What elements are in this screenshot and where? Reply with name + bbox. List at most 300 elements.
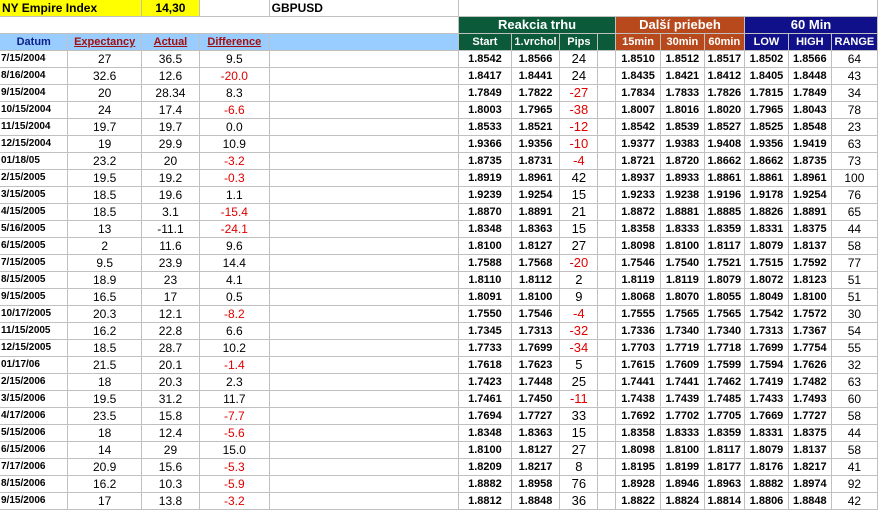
cell-actual[interactable]: 19.6: [141, 187, 199, 204]
cell-high[interactable]: 1.8043: [788, 102, 831, 119]
cell-60min[interactable]: 1.8359: [704, 221, 745, 238]
cell-15min[interactable]: 1.8872: [615, 204, 660, 221]
cell-datum[interactable]: 7/15/2004: [0, 51, 68, 68]
cell-empty[interactable]: [598, 391, 616, 408]
cell-actual[interactable]: 29.9: [141, 136, 199, 153]
cell-60min[interactable]: 1.8814: [704, 493, 745, 510]
cell-empty[interactable]: [598, 170, 616, 187]
cell-datum[interactable]: 9/15/2005: [0, 289, 68, 306]
cell-range[interactable]: 60: [831, 391, 877, 408]
cell-difference[interactable]: -24.1: [199, 221, 269, 238]
cell-range[interactable]: 32: [831, 357, 877, 374]
cell-expectancy[interactable]: 18: [68, 425, 141, 442]
cell-high[interactable]: 1.7849: [788, 85, 831, 102]
cell-expectancy[interactable]: 18: [68, 374, 141, 391]
cell-60min[interactable]: 1.8359: [704, 425, 745, 442]
cell-pips[interactable]: -27: [560, 85, 598, 102]
cell-low[interactable]: 1.8079: [745, 442, 789, 459]
cell-datum[interactable]: 01/17/06: [0, 357, 68, 374]
cell-empty[interactable]: [269, 442, 459, 459]
header-15min[interactable]: 15min: [615, 34, 660, 51]
cell-actual[interactable]: 10.3: [141, 476, 199, 493]
cell-low[interactable]: 1.8502: [745, 51, 789, 68]
cell-high[interactable]: 1.8375: [788, 425, 831, 442]
cell-pips[interactable]: -4: [560, 306, 598, 323]
cell-low[interactable]: 1.7515: [745, 255, 789, 272]
cell-pips[interactable]: 33: [560, 408, 598, 425]
cell-60min[interactable]: 1.7340: [704, 323, 745, 340]
cell-30min[interactable]: 1.8333: [661, 425, 704, 442]
cell-start[interactable]: 1.8919: [459, 170, 511, 187]
cell-empty[interactable]: [598, 306, 616, 323]
cell-15min[interactable]: 1.8098: [615, 238, 660, 255]
cell-pips[interactable]: 21: [560, 204, 598, 221]
cell-pips[interactable]: -20: [560, 255, 598, 272]
cell-60min[interactable]: 1.7599: [704, 357, 745, 374]
header-pips[interactable]: Pips: [560, 34, 598, 51]
cell-expectancy[interactable]: 21.5: [68, 357, 141, 374]
cell-empty[interactable]: [269, 119, 459, 136]
cell-empty[interactable]: [598, 272, 616, 289]
cell-60min[interactable]: 1.8527: [704, 119, 745, 136]
cell-difference[interactable]: 9.5: [199, 51, 269, 68]
cell-first-high[interactable]: 1.7448: [511, 374, 560, 391]
cell-high[interactable]: 1.8974: [788, 476, 831, 493]
cell-15min[interactable]: 1.7438: [615, 391, 660, 408]
cell-expectancy[interactable]: 18.9: [68, 272, 141, 289]
cell-low[interactable]: 1.8405: [745, 68, 789, 85]
cell-datum[interactable]: 2/15/2006: [0, 374, 68, 391]
cell-low[interactable]: 1.8079: [745, 238, 789, 255]
cell-60min[interactable]: 1.7462: [704, 374, 745, 391]
cell-actual[interactable]: 29: [141, 442, 199, 459]
cell-low[interactable]: 1.7669: [745, 408, 789, 425]
cell-first-high[interactable]: 1.7450: [511, 391, 560, 408]
cell-range[interactable]: 41: [831, 459, 877, 476]
cell-start[interactable]: 1.8110: [459, 272, 511, 289]
cell-first-high[interactable]: 1.8363: [511, 221, 560, 238]
cell-empty[interactable]: [269, 68, 459, 85]
cell-high[interactable]: 1.7626: [788, 357, 831, 374]
cell-60min[interactable]: 1.8055: [704, 289, 745, 306]
cell-15min[interactable]: 1.7546: [615, 255, 660, 272]
cell-15min[interactable]: 1.7441: [615, 374, 660, 391]
cell-60min[interactable]: 1.8861: [704, 170, 745, 187]
cell-difference[interactable]: 8.3: [199, 85, 269, 102]
cell-pips[interactable]: 5: [560, 357, 598, 374]
cell-30min[interactable]: 1.7540: [661, 255, 704, 272]
cell-expectancy[interactable]: 13: [68, 221, 141, 238]
cell-empty[interactable]: [598, 255, 616, 272]
cell-difference[interactable]: -20.0: [199, 68, 269, 85]
cell-actual[interactable]: 17: [141, 289, 199, 306]
cell-datum[interactable]: 8/16/2004: [0, 68, 68, 85]
cell-empty[interactable]: [269, 51, 459, 68]
cell-15min[interactable]: 1.7555: [615, 306, 660, 323]
cell-pips[interactable]: 76: [560, 476, 598, 493]
cell-expectancy[interactable]: 17: [68, 493, 141, 510]
cell-range[interactable]: 64: [831, 51, 877, 68]
cell-30min[interactable]: 1.7565: [661, 306, 704, 323]
cell-datum[interactable]: 11/15/2005: [0, 323, 68, 340]
cell-30min[interactable]: 1.8933: [661, 170, 704, 187]
cell-high[interactable]: 1.7727: [788, 408, 831, 425]
cell-empty[interactable]: [598, 238, 616, 255]
cell-empty[interactable]: [269, 493, 459, 510]
cell-difference[interactable]: -6.6: [199, 102, 269, 119]
cell-high[interactable]: 1.8891: [788, 204, 831, 221]
cell-15min[interactable]: 1.7336: [615, 323, 660, 340]
cell-low[interactable]: 1.8525: [745, 119, 789, 136]
cell-start[interactable]: 1.8882: [459, 476, 511, 493]
cell-low[interactable]: 1.8176: [745, 459, 789, 476]
cell-start[interactable]: 1.8100: [459, 238, 511, 255]
cell-15min[interactable]: 1.8119: [615, 272, 660, 289]
cell-pips[interactable]: 15: [560, 187, 598, 204]
cell-datum[interactable]: 11/15/2004: [0, 119, 68, 136]
cell-high[interactable]: 1.8548: [788, 119, 831, 136]
cell-pips[interactable]: -4: [560, 153, 598, 170]
cell-actual[interactable]: 23: [141, 272, 199, 289]
cell-high[interactable]: 1.9254: [788, 187, 831, 204]
cell-datum[interactable]: 8/15/2005: [0, 272, 68, 289]
cell-datum[interactable]: 5/16/2005: [0, 221, 68, 238]
cell-expectancy[interactable]: 19.7: [68, 119, 141, 136]
cell-actual[interactable]: 12.4: [141, 425, 199, 442]
cell-15min[interactable]: 1.8542: [615, 119, 660, 136]
cell-high[interactable]: 1.7572: [788, 306, 831, 323]
cell-high[interactable]: 1.8123: [788, 272, 831, 289]
cell-actual[interactable]: 19.2: [141, 170, 199, 187]
cell-first-high[interactable]: 1.8217: [511, 459, 560, 476]
cell-empty[interactable]: [598, 442, 616, 459]
header-first-high[interactable]: 1.vrchol: [511, 34, 560, 51]
cell-expectancy[interactable]: 20.9: [68, 459, 141, 476]
cell-pips[interactable]: 15: [560, 425, 598, 442]
cell-difference[interactable]: 11.7: [199, 391, 269, 408]
cell-15min[interactable]: 1.8435: [615, 68, 660, 85]
cell-datum[interactable]: 7/17/2006: [0, 459, 68, 476]
cell-pips[interactable]: -38: [560, 102, 598, 119]
cell-difference[interactable]: 15.0: [199, 442, 269, 459]
cell-low[interactable]: 1.8806: [745, 493, 789, 510]
cell-actual[interactable]: 15.6: [141, 459, 199, 476]
cell-high[interactable]: 1.8961: [788, 170, 831, 187]
cell-actual[interactable]: 20.1: [141, 357, 199, 374]
cell-empty[interactable]: [598, 493, 616, 510]
cell-low[interactable]: 1.8882: [745, 476, 789, 493]
cell-difference[interactable]: -5.3: [199, 459, 269, 476]
cell-pips[interactable]: 27: [560, 238, 598, 255]
cell-low[interactable]: 1.8662: [745, 153, 789, 170]
cell-empty[interactable]: [269, 357, 459, 374]
cell-range[interactable]: 34: [831, 85, 877, 102]
cell-difference[interactable]: 2.3: [199, 374, 269, 391]
cell-actual[interactable]: 20: [141, 153, 199, 170]
cell-empty[interactable]: [598, 68, 616, 85]
cell-expectancy[interactable]: 16.2: [68, 476, 141, 493]
cell-start[interactable]: 1.8542: [459, 51, 511, 68]
cell-low[interactable]: 1.7815: [745, 85, 789, 102]
cell-empty[interactable]: [598, 136, 616, 153]
currency-pair-cell[interactable]: GBPUSD: [269, 0, 459, 17]
index-name-cell[interactable]: NY Empire Index: [0, 0, 141, 17]
cell-start[interactable]: 1.9239: [459, 187, 511, 204]
cell-range[interactable]: 42: [831, 493, 877, 510]
group-header-market-reaction[interactable]: Reakcia trhu: [459, 17, 616, 34]
cell-empty[interactable]: [598, 476, 616, 493]
cell-actual[interactable]: 22.8: [141, 323, 199, 340]
cell-first-high[interactable]: 1.8112: [511, 272, 560, 289]
cell-range[interactable]: 100: [831, 170, 877, 187]
cell-15min[interactable]: 1.7703: [615, 340, 660, 357]
cell-empty[interactable]: [598, 204, 616, 221]
cell-difference[interactable]: 4.1: [199, 272, 269, 289]
cell-datum[interactable]: 8/15/2006: [0, 476, 68, 493]
header-start[interactable]: Start: [459, 34, 511, 51]
cell-empty[interactable]: [269, 102, 459, 119]
cell-empty[interactable]: [269, 170, 459, 187]
cell-start[interactable]: 1.7345: [459, 323, 511, 340]
cell-low[interactable]: 1.7542: [745, 306, 789, 323]
cell-datum[interactable]: 10/17/2005: [0, 306, 68, 323]
cell-first-high[interactable]: 1.7546: [511, 306, 560, 323]
cell-high[interactable]: 1.9419: [788, 136, 831, 153]
group-header-sixty-min[interactable]: 60 Min: [745, 17, 878, 34]
cell-range[interactable]: 77: [831, 255, 877, 272]
cell-60min[interactable]: 1.8517: [704, 51, 745, 68]
cell-datum[interactable]: 2/15/2005: [0, 170, 68, 187]
cell-low[interactable]: 1.9356: [745, 136, 789, 153]
cell-datum[interactable]: 10/15/2004: [0, 102, 68, 119]
cell-range[interactable]: 51: [831, 272, 877, 289]
cell-empty[interactable]: [269, 374, 459, 391]
cell-actual[interactable]: 13.8: [141, 493, 199, 510]
cell-pips[interactable]: 2: [560, 272, 598, 289]
cell-start[interactable]: 1.9366: [459, 136, 511, 153]
cell-15min[interactable]: 1.7692: [615, 408, 660, 425]
cell-empty[interactable]: [269, 306, 459, 323]
cell-empty[interactable]: [598, 187, 616, 204]
cell-30min[interactable]: 1.8100: [661, 442, 704, 459]
cell-difference[interactable]: 6.6: [199, 323, 269, 340]
header-range[interactable]: RANGE: [831, 34, 877, 51]
cell-first-high[interactable]: 1.8958: [511, 476, 560, 493]
cell-empty[interactable]: [598, 357, 616, 374]
cell-pips[interactable]: -34: [560, 340, 598, 357]
cell-empty[interactable]: [598, 51, 616, 68]
cell-range[interactable]: 65: [831, 204, 877, 221]
cell-pips[interactable]: 36: [560, 493, 598, 510]
cell-low[interactable]: 1.8049: [745, 289, 789, 306]
cell-datum[interactable]: 4/15/2005: [0, 204, 68, 221]
cell-actual[interactable]: 23.9: [141, 255, 199, 272]
cell-range[interactable]: 23: [831, 119, 877, 136]
cell-empty[interactable]: [269, 255, 459, 272]
cell-high[interactable]: 1.8137: [788, 442, 831, 459]
header-datum[interactable]: Datum: [0, 34, 68, 51]
cell-actual[interactable]: 3.1: [141, 204, 199, 221]
cell-empty[interactable]: [598, 340, 616, 357]
cell-empty[interactable]: [598, 425, 616, 442]
cell-first-high[interactable]: 1.7568: [511, 255, 560, 272]
cell-datum[interactable]: 4/17/2006: [0, 408, 68, 425]
cell-60min[interactable]: 1.7718: [704, 340, 745, 357]
header-expectancy[interactable]: Expectancy: [68, 34, 141, 51]
cell-range[interactable]: 51: [831, 289, 877, 306]
cell-difference[interactable]: -3.2: [199, 153, 269, 170]
cell-range[interactable]: 58: [831, 238, 877, 255]
cell-empty[interactable]: [269, 289, 459, 306]
cell-pips[interactable]: -10: [560, 136, 598, 153]
cell-expectancy[interactable]: 24: [68, 102, 141, 119]
cell-datum[interactable]: 7/15/2005: [0, 255, 68, 272]
cell-expectancy[interactable]: 9.5: [68, 255, 141, 272]
cell-range[interactable]: 78: [831, 102, 877, 119]
cell-high[interactable]: 1.7754: [788, 340, 831, 357]
cell-start[interactable]: 1.8003: [459, 102, 511, 119]
cell-empty[interactable]: [269, 238, 459, 255]
cell-30min[interactable]: 1.8881: [661, 204, 704, 221]
header-60min[interactable]: 60min: [704, 34, 745, 51]
cell-first-high[interactable]: 1.8961: [511, 170, 560, 187]
cell-15min[interactable]: 1.8068: [615, 289, 660, 306]
cell-difference[interactable]: 10.2: [199, 340, 269, 357]
cell-difference[interactable]: -5.6: [199, 425, 269, 442]
cell-datum[interactable]: 5/15/2006: [0, 425, 68, 442]
cell-difference[interactable]: -3.2: [199, 493, 269, 510]
cell-first-high[interactable]: 1.8521: [511, 119, 560, 136]
cell-pips[interactable]: 9: [560, 289, 598, 306]
cell-actual[interactable]: -11.1: [141, 221, 199, 238]
cell-high[interactable]: 1.8448: [788, 68, 831, 85]
cell-60min[interactable]: 1.7565: [704, 306, 745, 323]
cell-actual[interactable]: 15.8: [141, 408, 199, 425]
cell-expectancy[interactable]: 19.5: [68, 391, 141, 408]
cell-high[interactable]: 1.7493: [788, 391, 831, 408]
cell-low[interactable]: 1.8331: [745, 425, 789, 442]
cell-first-high[interactable]: 1.7965: [511, 102, 560, 119]
cell-30min[interactable]: 1.9238: [661, 187, 704, 204]
cell-30min[interactable]: 1.9383: [661, 136, 704, 153]
cell-empty[interactable]: [269, 153, 459, 170]
cell-empty[interactable]: [269, 408, 459, 425]
cell-15min[interactable]: 1.8098: [615, 442, 660, 459]
cell-pips[interactable]: 24: [560, 68, 598, 85]
cell-expectancy[interactable]: 19: [68, 136, 141, 153]
header-empty[interactable]: [598, 34, 616, 51]
cell-empty[interactable]: [598, 289, 616, 306]
cell-empty[interactable]: [269, 204, 459, 221]
cell-expectancy[interactable]: 20: [68, 85, 141, 102]
cell-30min[interactable]: 1.7609: [661, 357, 704, 374]
cell-60min[interactable]: 1.8412: [704, 68, 745, 85]
cell-first-high[interactable]: 1.8891: [511, 204, 560, 221]
cell-30min[interactable]: 1.8199: [661, 459, 704, 476]
cell-30min[interactable]: 1.7702: [661, 408, 704, 425]
index-value-cell[interactable]: 14,30: [141, 0, 199, 17]
cell-15min[interactable]: 1.8510: [615, 51, 660, 68]
cell-15min[interactable]: 1.8822: [615, 493, 660, 510]
header-30min[interactable]: 30min: [661, 34, 704, 51]
cell-actual[interactable]: 12.6: [141, 68, 199, 85]
cell-60min[interactable]: 1.8662: [704, 153, 745, 170]
cell-difference[interactable]: 0.5: [199, 289, 269, 306]
cell-expectancy[interactable]: 32.6: [68, 68, 141, 85]
cell-datum[interactable]: 6/15/2005: [0, 238, 68, 255]
cell-high[interactable]: 1.8848: [788, 493, 831, 510]
cell-start[interactable]: 1.8209: [459, 459, 511, 476]
cell-first-high[interactable]: 1.7727: [511, 408, 560, 425]
header-high[interactable]: HIGH: [788, 34, 831, 51]
cell-low[interactable]: 1.7419: [745, 374, 789, 391]
cell-start[interactable]: 1.7733: [459, 340, 511, 357]
cell-range[interactable]: 54: [831, 323, 877, 340]
cell-empty[interactable]: [269, 272, 459, 289]
cell-30min[interactable]: 1.7441: [661, 374, 704, 391]
cell-empty[interactable]: [598, 459, 616, 476]
cell-high[interactable]: 1.7482: [788, 374, 831, 391]
cell-empty[interactable]: [269, 459, 459, 476]
cell-range[interactable]: 58: [831, 408, 877, 425]
cell-first-high[interactable]: 1.8127: [511, 238, 560, 255]
cell-start[interactable]: 1.8417: [459, 68, 511, 85]
cell-first-high[interactable]: 1.8566: [511, 51, 560, 68]
cell-30min[interactable]: 1.7719: [661, 340, 704, 357]
cell-low[interactable]: 1.9178: [745, 187, 789, 204]
cell-empty[interactable]: [598, 408, 616, 425]
cell-high[interactable]: 1.7367: [788, 323, 831, 340]
cell-30min[interactable]: 1.7439: [661, 391, 704, 408]
cell-15min[interactable]: 1.7834: [615, 85, 660, 102]
cell-range[interactable]: 63: [831, 374, 877, 391]
cell-start[interactable]: 1.8100: [459, 442, 511, 459]
empty-cell[interactable]: [0, 17, 459, 34]
cell-expectancy[interactable]: 18.5: [68, 340, 141, 357]
cell-pips[interactable]: -12: [560, 119, 598, 136]
cell-expectancy[interactable]: 18.5: [68, 187, 141, 204]
cell-empty[interactable]: [598, 323, 616, 340]
cell-first-high[interactable]: 1.8848: [511, 493, 560, 510]
cell-difference[interactable]: -8.2: [199, 306, 269, 323]
cell-expectancy[interactable]: 2: [68, 238, 141, 255]
cell-low[interactable]: 1.7313: [745, 323, 789, 340]
cell-15min[interactable]: 1.8358: [615, 425, 660, 442]
cell-difference[interactable]: -15.4: [199, 204, 269, 221]
cell-empty[interactable]: [598, 85, 616, 102]
cell-actual[interactable]: 20.3: [141, 374, 199, 391]
cell-30min[interactable]: 1.8720: [661, 153, 704, 170]
cell-actual[interactable]: 12.1: [141, 306, 199, 323]
cell-low[interactable]: 1.7433: [745, 391, 789, 408]
cell-30min[interactable]: 1.8824: [661, 493, 704, 510]
cell-range[interactable]: 44: [831, 425, 877, 442]
cell-start[interactable]: 1.8091: [459, 289, 511, 306]
cell-15min[interactable]: 1.8928: [615, 476, 660, 493]
cell-low[interactable]: 1.8861: [745, 170, 789, 187]
cell-15min[interactable]: 1.8007: [615, 102, 660, 119]
cell-low[interactable]: 1.7699: [745, 340, 789, 357]
cell-low[interactable]: 1.7594: [745, 357, 789, 374]
cell-first-high[interactable]: 1.8100: [511, 289, 560, 306]
cell-difference[interactable]: -7.7: [199, 408, 269, 425]
cell-30min[interactable]: 1.8539: [661, 119, 704, 136]
cell-expectancy[interactable]: 23.5: [68, 408, 141, 425]
cell-low[interactable]: 1.8072: [745, 272, 789, 289]
cell-15min[interactable]: 1.8195: [615, 459, 660, 476]
cell-difference[interactable]: 0.0: [199, 119, 269, 136]
cell-range[interactable]: 55: [831, 340, 877, 357]
